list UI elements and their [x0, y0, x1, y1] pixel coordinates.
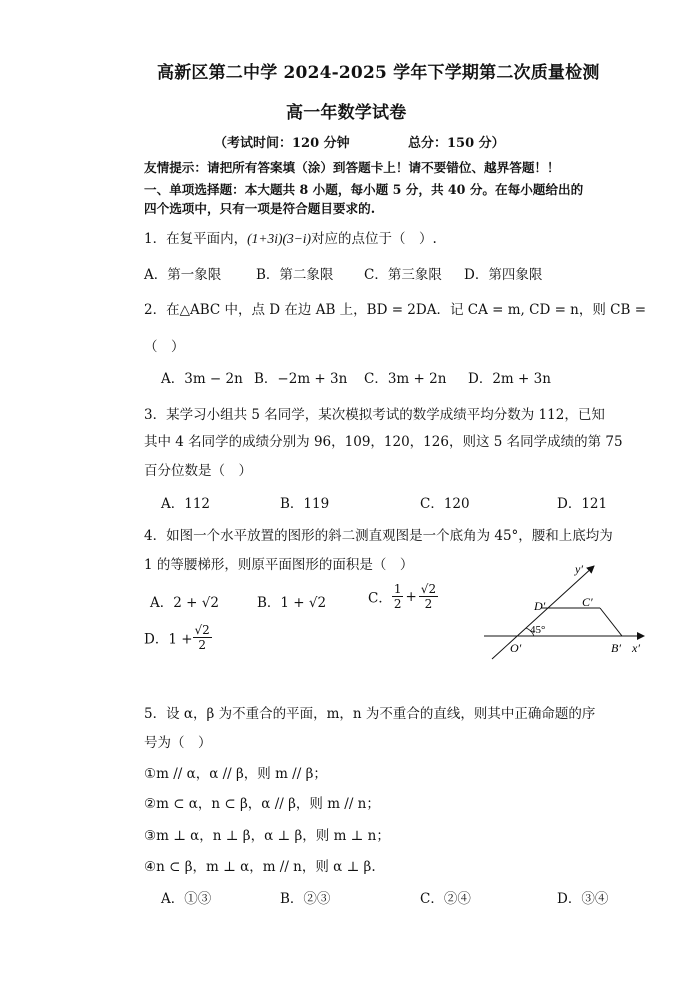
friendly-notice: 友情提示：请把所有答案填（涂）到答题卡上！请不要错位、越界答题！！ — [144, 160, 560, 175]
q5-item-2: ②m ⊂ α，n ⊂ β，α // β，则 m // n； — [144, 796, 380, 812]
exam-title: 高新区第二中学 2024-2025 学年下学期第二次质量检测 — [157, 63, 600, 83]
q5-item-4: ④n ⊂ β，m ⊥ α，m // n，则 α ⊥ β. — [144, 859, 376, 875]
label-x-prime: x′ — [632, 641, 640, 655]
q4-trapezoid-figure — [482, 562, 652, 664]
q3-line1: 3．某学习小组共 5 名同学，某次模拟考试的数学成绩平均分数为 112，已知 — [144, 407, 605, 423]
q4-option-d-label: D．1 + — [144, 631, 193, 648]
q4-option-a: A．2 + √2 — [150, 595, 219, 611]
q5-option-d: D．③④ — [557, 891, 609, 907]
q4-option-b: B．1 + √2 — [257, 595, 327, 611]
section-heading-line2: 四个选项中，只有一项是符合题目要求的. — [144, 201, 376, 216]
q1-stem — [144, 227, 437, 247]
q4-option-d-frac — [193, 623, 212, 652]
q2-option-d: D．2m + 3n — [468, 371, 551, 387]
label-o-prime: O′ — [510, 641, 522, 655]
q5-option-a: A．①③ — [161, 891, 212, 907]
q5-option-c: C．②④ — [420, 891, 471, 907]
q3-line2: 其中 4 名同学的成绩分别为 96，109，120，126，则这 5 名同学成绩的第 75 — [144, 434, 623, 450]
q1-option-c: C．第三象限 — [364, 267, 442, 283]
q2-paren: （ ） — [144, 339, 185, 355]
q3-line3: 百分位数是（ ） — [144, 463, 252, 479]
q4-option-c-frac-a — [392, 582, 404, 611]
label-angle-45: 45° — [530, 624, 546, 636]
q5-option-b: B．②③ — [280, 891, 331, 907]
exam-time: （考试时间：120 分钟 — [214, 136, 350, 151]
q5-line1: 5．设 α，β 为不重合的平面，m，n 为不重合的直线，则其中正确命题的序 — [144, 706, 596, 722]
q5-line2: 号为（ ） — [144, 735, 212, 751]
q5-item-3: ③m ⊥ α，n ⊥ β，α ⊥ β，则 m ⊥ n； — [144, 828, 390, 844]
q5-item-1: ①m // α，α // β，则 m // β； — [144, 766, 327, 782]
q3-option-a: A．112 — [161, 496, 211, 512]
q2-option-b: B．−2m + 3n — [254, 371, 348, 387]
q1-option-b: B．第二象限 — [256, 267, 334, 283]
label-d-prime: D′ — [534, 599, 546, 613]
q1-stem-post: 对应的点位于（ ）. — [311, 231, 437, 247]
label-c-prime: C′ — [582, 595, 593, 609]
q4-option-c-frac-b-den: 2 — [424, 597, 433, 611]
q2-option-a: A．3m − 2n — [161, 371, 243, 387]
q4-option-d-frac-num: √2 — [194, 623, 210, 637]
exam-subtitle: 高一年数学试卷 — [286, 103, 407, 123]
q4-line2: 1 的等腰梯形，则原平面图形的面积是（ ） — [144, 557, 414, 573]
q4-line1: 4．如图一个水平放置的图形的斜二测直观图是一个底角为 45°，腰和上底均为 — [144, 528, 613, 544]
label-y-prime: y′ — [575, 562, 583, 576]
q1-option-d: D．第四象限 — [464, 267, 543, 283]
q2-stem: 2．在△ABC 中，点 D 在边 AB 上，BD = 2DA．记 CA = m, CD = n，则 CB = — [144, 302, 647, 318]
q2-option-c: C．3m + 2n — [364, 371, 447, 387]
q4-option-c-frac-a-den: 2 — [393, 597, 402, 611]
trapezoid-right-leg — [600, 608, 622, 636]
q1-stem-pre: 1．在复平面内， — [144, 231, 248, 247]
q4-option-c-frac-b — [419, 582, 438, 611]
q4-option-c — [368, 582, 438, 611]
q4-option-c-frac-a-num: 1 — [393, 582, 402, 596]
total-score: 总分：150 分） — [408, 136, 505, 151]
q4-option-d-frac-den: 2 — [198, 638, 206, 652]
q1-expression: (1+3i)(3−i) — [247, 231, 312, 246]
q4-option-d — [144, 623, 212, 652]
q4-option-c-frac-b-num: √2 — [420, 582, 437, 596]
q4-option-c-plus: + — [405, 588, 417, 605]
q3-option-b: B．119 — [280, 496, 330, 512]
q1-option-a: A．第一象限 — [144, 267, 222, 283]
q3-option-c: C．120 — [420, 496, 470, 512]
section-heading-line1: 一、单项选择题：本大题共 8 小题，每小题 5 分，共 40 分。在每小题给出的 — [144, 182, 584, 197]
label-b-prime: B′ — [611, 641, 621, 655]
q3-option-d: D．121 — [557, 496, 608, 512]
q4-option-c-label: C． — [368, 590, 392, 607]
